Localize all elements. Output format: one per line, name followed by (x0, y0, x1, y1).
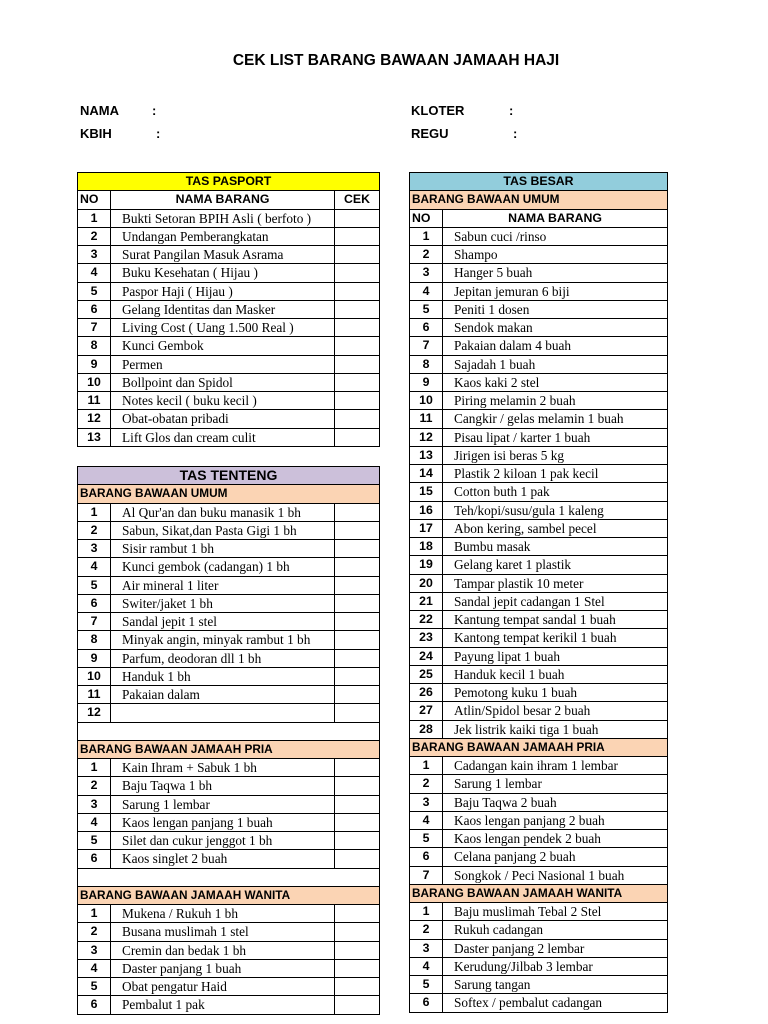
item-number: 20 (410, 574, 443, 592)
item-name: Undangan Pemberangkatan (111, 227, 335, 245)
item-number: 1 (78, 503, 111, 521)
table-row (78, 631, 380, 649)
table-row (410, 629, 668, 647)
item-number: 11 (410, 410, 443, 428)
item-number: 8 (78, 337, 111, 355)
item-number: 27 (410, 702, 443, 720)
item-name: Pakaian dalam 4 buah (443, 337, 668, 355)
table-row (410, 300, 668, 318)
check-cell[interactable] (335, 832, 380, 850)
table-row (410, 939, 668, 957)
item-name: Abon kering, sambel pecel (443, 519, 668, 537)
table-row (78, 337, 380, 355)
table-row (78, 410, 380, 428)
item-number: 5 (78, 978, 111, 996)
item-name: Pembalut 1 pak (111, 996, 335, 1014)
item-number: 2 (410, 921, 443, 939)
table-row (78, 813, 380, 831)
table-row (410, 775, 668, 793)
item-name: Lift Glos dan cream culit (111, 428, 335, 446)
table-row (410, 246, 668, 264)
item-number: 4 (78, 558, 111, 576)
table-row (410, 337, 668, 355)
table-row (78, 227, 380, 245)
table-row (78, 594, 380, 612)
item-number: 5 (78, 282, 111, 300)
table-row (410, 611, 668, 629)
tas-pasport-title: TAS PASPORT (78, 173, 380, 191)
item-number: 2 (410, 246, 443, 264)
item-name: Hanger 5 buah (443, 264, 668, 282)
item-number: 1 (78, 759, 111, 777)
tas-besar-table (409, 172, 668, 1013)
item-number: 13 (78, 428, 111, 446)
check-cell[interactable] (335, 941, 380, 959)
item-number: 6 (410, 848, 443, 866)
item-number: 6 (78, 300, 111, 318)
table-row (410, 428, 668, 446)
item-number: 21 (410, 592, 443, 610)
item-number: 23 (410, 629, 443, 647)
item-number: 2 (78, 777, 111, 795)
item-number: 3 (78, 246, 111, 264)
table-row (78, 246, 380, 264)
kbih-label: KBIH (80, 126, 112, 141)
table-row (410, 373, 668, 391)
check-cell[interactable] (335, 355, 380, 373)
table-row (410, 392, 668, 410)
table-row (78, 558, 380, 576)
table-row (410, 519, 668, 537)
item-number: 5 (410, 830, 443, 848)
item-name: Sabun, Sikat,dan Pasta Gigi 1 bh (111, 521, 335, 539)
table-row (78, 540, 380, 558)
item-name: Payung lipat 1 buah (443, 647, 668, 665)
item-number: 6 (78, 996, 111, 1014)
table-row (410, 501, 668, 519)
table-row (410, 702, 668, 720)
table-row (410, 921, 668, 939)
table-row (410, 866, 668, 884)
table-row (410, 903, 668, 921)
table-row (410, 282, 668, 300)
item-name: Sajadah 1 buah (443, 355, 668, 373)
item-name: Switer/jaket 1 bh (111, 594, 335, 612)
item-name: Silet dan cukur jenggot 1 bh (111, 832, 335, 850)
besar-umum-heading: BARANG BAWAAN UMUM (410, 191, 668, 209)
table-row (410, 592, 668, 610)
tas-pasport-table (77, 172, 380, 447)
item-number: 4 (410, 811, 443, 829)
item-number: 5 (410, 300, 443, 318)
page-title: CEK LIST BARANG BAWAAN JAMAAH HAJI (232, 52, 560, 69)
regu-colon: : (513, 126, 518, 141)
item-number: 24 (410, 647, 443, 665)
item-number: 4 (78, 959, 111, 977)
check-cell[interactable] (335, 540, 380, 558)
item-name: Jek listrik kaiki tiga 1 buah (443, 720, 668, 738)
item-name: Obat pengatur Haid (111, 978, 335, 996)
table-row (410, 465, 668, 483)
table-row (78, 850, 380, 868)
item-number: 1 (410, 227, 443, 245)
item-number: 26 (410, 684, 443, 702)
item-number: 2 (410, 775, 443, 793)
item-name: Bukti Setoran BPIH Asli ( berfoto ) (111, 209, 335, 227)
item-name: Gelang karet 1 plastik (443, 556, 668, 574)
item-number: 5 (78, 832, 111, 850)
item-name: Kunci gembok (cadangan) 1 bh (111, 558, 335, 576)
table-row (410, 227, 668, 245)
table-row (78, 923, 380, 941)
item-number: 4 (410, 957, 443, 975)
check-cell[interactable] (335, 428, 380, 446)
check-cell[interactable] (335, 209, 380, 227)
check-cell[interactable] (335, 905, 380, 923)
check-cell[interactable] (335, 319, 380, 337)
table-row (410, 446, 668, 464)
item-name: Parfum, deodoran dll 1 bh (111, 649, 335, 667)
check-cell[interactable] (335, 576, 380, 594)
item-name: Al Qur'an dan buku manasik 1 bh (111, 503, 335, 521)
table-row (78, 264, 380, 282)
item-name: Jirigen isi beras 5 kg (443, 446, 668, 464)
check-cell[interactable] (335, 503, 380, 521)
table-row (410, 410, 668, 428)
item-number: 9 (78, 649, 111, 667)
item-number: 25 (410, 665, 443, 683)
table-row (410, 483, 668, 501)
item-name: Atlin/Spidol besar 2 buah (443, 702, 668, 720)
item-number: 12 (78, 704, 111, 722)
item-name: Jepitan jemuran 6 biji (443, 282, 668, 300)
item-name: Kerudung/Jilbab 3 lembar (443, 957, 668, 975)
kloter-colon: : (509, 103, 514, 118)
item-name: Kantong tempat kerikil 1 buah (443, 629, 668, 647)
check-cell[interactable] (335, 978, 380, 996)
item-name: Air mineral 1 liter (111, 576, 335, 594)
item-number: 4 (78, 264, 111, 282)
tas-besar-title: TAS BESAR (410, 173, 668, 191)
item-number: 22 (410, 611, 443, 629)
table-row (78, 428, 380, 446)
item-name: Surat Pangilan Masuk Asrama (111, 246, 335, 264)
check-cell[interactable] (335, 996, 380, 1014)
item-name: Bumbu masak (443, 538, 668, 556)
table-row (410, 647, 668, 665)
item-number: 1 (78, 905, 111, 923)
item-name: Shampo (443, 246, 668, 264)
check-cell[interactable] (335, 667, 380, 685)
item-name: Mukena / Rukuh 1 bh (111, 905, 335, 923)
check-cell[interactable] (335, 704, 380, 722)
item-number: 14 (410, 465, 443, 483)
item-number: 7 (78, 613, 111, 631)
table-row (410, 264, 668, 282)
item-name: Pisau lipat / karter 1 buah (443, 428, 668, 446)
col-header-no: NO (410, 209, 443, 227)
table-row (410, 830, 668, 848)
table-row (410, 720, 668, 738)
check-cell[interactable] (335, 759, 380, 777)
item-name: Buku Kesehatan ( Hijau ) (111, 264, 335, 282)
table-row (78, 300, 380, 318)
item-number: 11 (78, 392, 111, 410)
table-row (78, 503, 380, 521)
item-number: 10 (78, 373, 111, 391)
table-row (78, 576, 380, 594)
item-number: 17 (410, 519, 443, 537)
item-name: Celana panjang 2 buah (443, 848, 668, 866)
item-number: 6 (78, 850, 111, 868)
item-name: Handuk 1 bh (111, 667, 335, 685)
item-number: 1 (410, 757, 443, 775)
table-row (78, 521, 380, 539)
tenteng-wanita-heading: BARANG BAWAAN JAMAAH WANITA (78, 886, 380, 904)
item-name: Bollpoint dan Spidol (111, 373, 335, 391)
check-cell[interactable] (335, 649, 380, 667)
table-row (78, 667, 380, 685)
item-number: 9 (78, 355, 111, 373)
item-name: Living Cost ( Uang 1.500 Real ) (111, 319, 335, 337)
check-cell[interactable] (335, 613, 380, 631)
item-name: Pakaian dalam (111, 686, 335, 704)
item-name: Baju muslimah Tebal 2 Stel (443, 903, 668, 921)
table-row (410, 793, 668, 811)
item-name: Sarung tangan (443, 976, 668, 994)
kloter-label: KLOTER (411, 103, 465, 118)
item-name: Plastik 2 kiloan 1 pak kecil (443, 465, 668, 483)
item-number: 7 (78, 319, 111, 337)
item-number: 11 (78, 686, 111, 704)
item-name: Handuk kecil 1 buah (443, 665, 668, 683)
item-number: 10 (410, 392, 443, 410)
besar-pria-heading: BARANG BAWAAN JAMAAH PRIA (410, 738, 668, 756)
item-number: 15 (410, 483, 443, 501)
item-name: Kain Ihram + Sabuk 1 bh (111, 759, 335, 777)
tenteng-pria-heading: BARANG BAWAAN JAMAAH PRIA (78, 740, 380, 758)
item-number: 9 (410, 373, 443, 391)
item-name: Sarung 1 lembar (443, 775, 668, 793)
item-number: 2 (78, 227, 111, 245)
table-row (78, 613, 380, 631)
item-name: Gelang Identitas dan Masker (111, 300, 335, 318)
item-name: Baju Taqwa 2 buah (443, 793, 668, 811)
table-row (78, 905, 380, 923)
item-name: Sandal jepit 1 stel (111, 613, 335, 631)
item-number: 3 (78, 795, 111, 813)
table-row (78, 832, 380, 850)
table-row (78, 759, 380, 777)
item-number: 5 (410, 976, 443, 994)
table-row (410, 811, 668, 829)
table-row (410, 319, 668, 337)
item-number: 12 (410, 428, 443, 446)
check-cell[interactable] (335, 777, 380, 795)
check-cell[interactable] (335, 337, 380, 355)
table-row (410, 574, 668, 592)
table-row (78, 319, 380, 337)
item-number: 3 (78, 941, 111, 959)
item-number: 16 (410, 501, 443, 519)
item-name: Daster panjang 1 buah (111, 959, 335, 977)
item-number: 8 (78, 631, 111, 649)
check-cell[interactable] (335, 264, 380, 282)
item-number: 5 (78, 576, 111, 594)
item-name: Kaos lengan panjang 1 buah (111, 813, 335, 831)
check-cell[interactable] (335, 246, 380, 264)
table-row (78, 649, 380, 667)
item-name: Kunci Gembok (111, 337, 335, 355)
col-header-nama-barang: NAMA BARANG (111, 191, 335, 209)
item-number: 12 (78, 410, 111, 428)
item-name: Sendok makan (443, 319, 668, 337)
check-cell[interactable] (335, 373, 380, 391)
table-row (78, 355, 380, 373)
item-number: 6 (410, 994, 443, 1012)
col-header-cek: CEK (335, 191, 380, 209)
table-row (410, 994, 668, 1012)
item-number: 3 (410, 939, 443, 957)
item-name: Kaos lengan pendek 2 buah (443, 830, 668, 848)
check-cell[interactable] (335, 282, 380, 300)
table-row (410, 538, 668, 556)
item-name: Kantung tempat sandal 1 buah (443, 611, 668, 629)
item-name: Sandal jepit cadangan 1 Stel (443, 592, 668, 610)
item-name: Tampar plastik 10 meter (443, 574, 668, 592)
table-row (410, 976, 668, 994)
item-name: Kaos lengan panjang 2 buah (443, 811, 668, 829)
item-name: Daster panjang 2 lembar (443, 939, 668, 957)
item-name: Sarung 1 lembar (111, 795, 335, 813)
item-number: 3 (78, 540, 111, 558)
item-name: Cangkir / gelas melamin 1 buah (443, 410, 668, 428)
table-row (410, 684, 668, 702)
item-number: 19 (410, 556, 443, 574)
table-row (78, 941, 380, 959)
item-name: Kaos singlet 2 buah (111, 850, 335, 868)
item-name: Songkok / Peci Nasional 1 buah (443, 866, 668, 884)
col-header-no: NO (78, 191, 111, 209)
item-name: Busana muslimah 1 stel (111, 923, 335, 941)
item-name: Cadangan kain ihram 1 lembar (443, 757, 668, 775)
item-number: 2 (78, 923, 111, 941)
table-row (78, 795, 380, 813)
regu-label: REGU (411, 126, 449, 141)
item-number: 8 (410, 355, 443, 373)
item-number: 10 (78, 667, 111, 685)
kbih-colon: : (156, 126, 161, 141)
table-row (78, 373, 380, 391)
item-number: 6 (410, 319, 443, 337)
table-row (410, 355, 668, 373)
item-number: 28 (410, 720, 443, 738)
item-number: 1 (78, 209, 111, 227)
table-row (78, 209, 380, 227)
item-name: Baju Taqwa 1 bh (111, 777, 335, 795)
besar-wanita-heading: BARANG BAWAAN JAMAAH WANITA (410, 884, 668, 902)
item-name: Pemotong kuku 1 buah (443, 684, 668, 702)
check-cell[interactable] (335, 227, 380, 245)
table-row (410, 848, 668, 866)
item-name: Kaos kaki 2 stel (443, 373, 668, 391)
check-cell[interactable] (335, 392, 380, 410)
table-row (410, 757, 668, 775)
item-number: 7 (410, 866, 443, 884)
tas-tenteng-table (77, 466, 380, 1015)
tenteng-umum-heading: BARANG BAWAAN UMUM (78, 485, 380, 503)
tas-tenteng-title: TAS TENTENG (78, 467, 380, 485)
check-cell[interactable] (335, 923, 380, 941)
item-number: 18 (410, 538, 443, 556)
col-header-nama-barang: NAMA BARANG (443, 209, 668, 227)
table-row (78, 704, 380, 722)
check-cell[interactable] (335, 521, 380, 539)
item-number: 3 (410, 793, 443, 811)
spacer-row (78, 868, 380, 886)
item-name: Rukuh cadangan (443, 921, 668, 939)
check-cell[interactable] (335, 300, 380, 318)
item-name: Sabun cuci /rinso (443, 227, 668, 245)
check-cell[interactable] (335, 813, 380, 831)
item-name: Cotton buth 1 pak (443, 483, 668, 501)
item-number: 4 (78, 813, 111, 831)
check-cell[interactable] (335, 594, 380, 612)
item-name: Minyak angin, minyak rambut 1 bh (111, 631, 335, 649)
item-number: 2 (78, 521, 111, 539)
table-row (78, 959, 380, 977)
item-number: 13 (410, 446, 443, 464)
item-name: Sisir rambut 1 bh (111, 540, 335, 558)
table-row (78, 392, 380, 410)
item-name: Notes kecil ( buku kecil ) (111, 392, 335, 410)
item-number: 6 (78, 594, 111, 612)
nama-colon: : (152, 103, 157, 118)
item-name: Teh/kopi/susu/gula 1 kaleng (443, 501, 668, 519)
check-cell[interactable] (335, 410, 380, 428)
nama-label: NAMA (80, 103, 119, 118)
check-cell[interactable] (335, 795, 380, 813)
check-cell[interactable] (335, 558, 380, 576)
check-cell[interactable] (335, 631, 380, 649)
check-cell[interactable] (335, 686, 380, 704)
table-row (410, 957, 668, 975)
item-number: 3 (410, 264, 443, 282)
item-name: Peniti 1 dosen (443, 300, 668, 318)
table-row (410, 556, 668, 574)
check-cell[interactable] (335, 959, 380, 977)
item-name: Softex / pembalut cadangan (443, 994, 668, 1012)
item-name: Piring melamin 2 buah (443, 392, 668, 410)
item-number: 7 (410, 337, 443, 355)
spacer-row (78, 722, 380, 740)
table-row (78, 996, 380, 1014)
item-name: Cremin dan bedak 1 bh (111, 941, 335, 959)
item-name: Obat-obatan pribadi (111, 410, 335, 428)
table-row (410, 665, 668, 683)
check-cell[interactable] (335, 850, 380, 868)
table-row (78, 686, 380, 704)
table-row (78, 978, 380, 996)
item-name: Paspor Haji ( Hijau ) (111, 282, 335, 300)
item-number: 4 (410, 282, 443, 300)
table-row (78, 282, 380, 300)
item-name: Permen (111, 355, 335, 373)
item-name (111, 704, 335, 722)
item-number: 1 (410, 903, 443, 921)
table-row (78, 777, 380, 795)
